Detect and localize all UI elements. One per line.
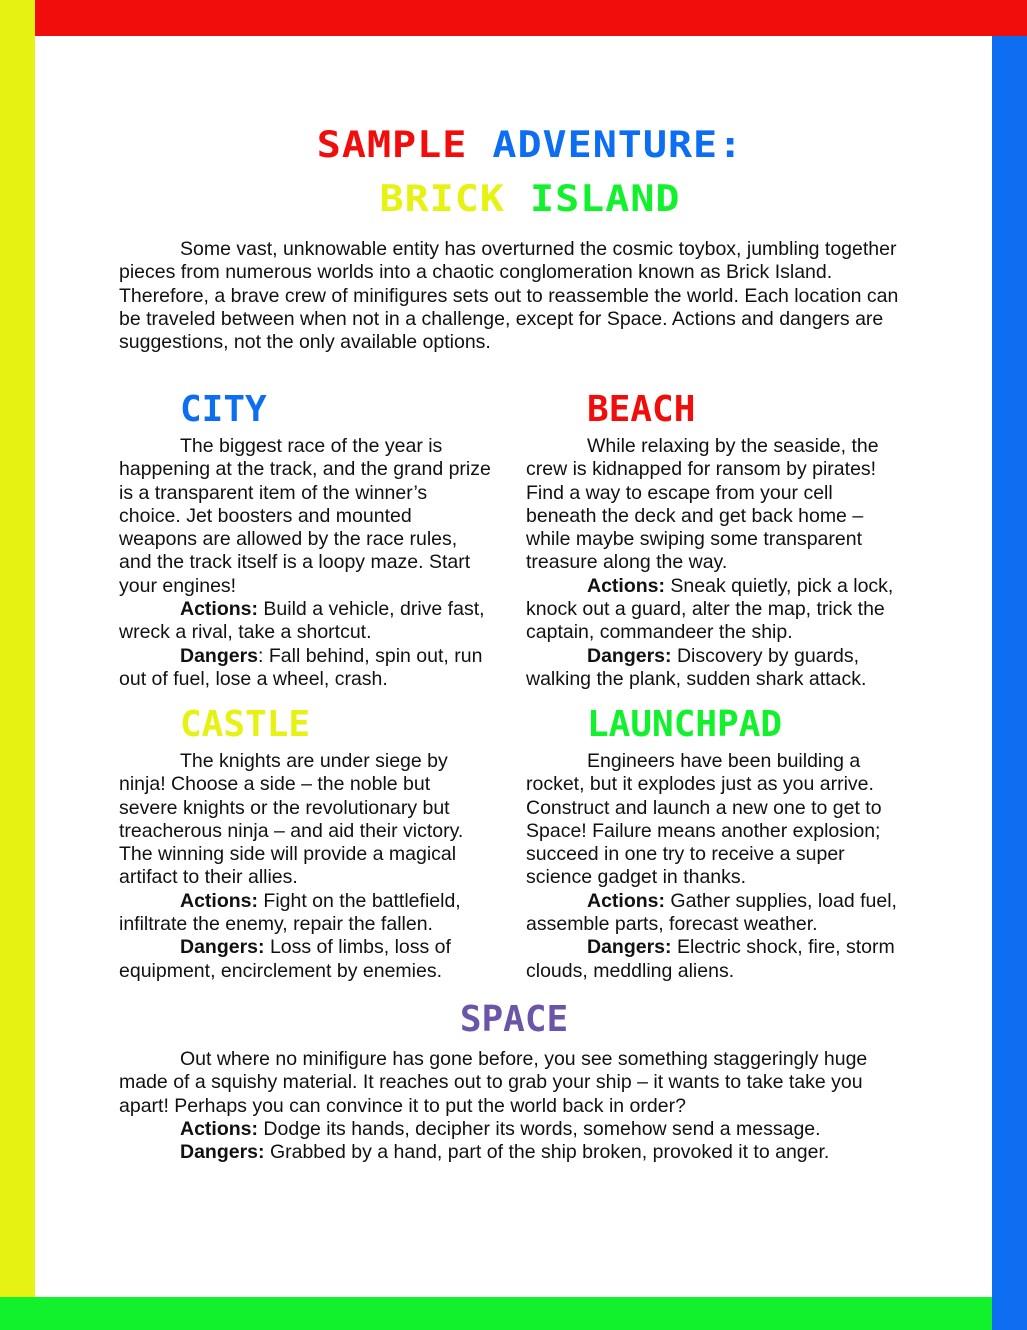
title-word-island: ISLAND: [530, 177, 681, 221]
left-border-bar: [0, 0, 35, 1297]
beach-actions-label: Actions:: [587, 574, 665, 597]
space-actions-label: Actions:: [180, 1117, 258, 1140]
space-description: Out where no minifigure has gone before, you see something staggeringly huge made of a squishy material. It reaches out to grab your ship – it wants to take take you apart! Perhaps you can convince it to put the world back in order?: [119, 1048, 868, 1117]
title-word-brick: BRICK: [379, 177, 505, 221]
section-heading-city: CITY: [180, 389, 267, 430]
title-line-2: [119, 174, 941, 224]
right-border-bar: [992, 36, 1027, 1330]
space-dangers-text: Grabbed by a hand, part of the ship broken, provoked it to anger.: [264, 1141, 830, 1164]
beach-actions: [526, 575, 900, 645]
page-title: [119, 118, 941, 226]
beach-actions-text: Sneak quietly, pick a lock, knock out a guard, alter the map, trick the captain, commandeer the ship.: [526, 574, 894, 644]
castle-dangers-text: Loss of limbs, loss of equipment, encirclement by enemies.: [119, 936, 451, 982]
intro-paragraph: Some vast, unknowable entity has overturned the cosmic toybox, jumbling together pieces from numerous worlds into a chaotic conglomeration known as Brick Island. Therefore, a brave crew of minifigures sets out to reassemble the world. Each location can be traveled between when not in a challenge, except for Space. Actions and dangers are suggestions, not the only available options.: [119, 238, 899, 354]
castle-dangers-label: Dangers:: [180, 936, 265, 959]
space-actions-text: Dodge its hands, decipher its words, somehow send a message.: [258, 1117, 821, 1140]
city-description: The biggest race of the year is happening at the track, and the grand prize is a transparent item of the winner’s choice. Jet boosters and mounted weapons are allowed by the race rules, and the track itself is a loopy maze. Start your engines!: [119, 435, 491, 597]
castle-actions-label: Actions:: [180, 889, 258, 912]
castle-dangers: [119, 936, 493, 983]
city-actions: [119, 598, 493, 645]
city-actions-label: Actions:: [180, 598, 258, 621]
launchpad-actions-text: Gather supplies, load fuel, assemble parts, forecast weather.: [526, 889, 897, 936]
space-dangers-label: Dangers:: [180, 1141, 265, 1164]
launchpad-dangers-text: Electric shock, fire, storm clouds, meddling aliens.: [526, 936, 895, 982]
city-dangers-text: : Fall behind, spin out, run out of fuel, lose a wheel, crash.: [119, 644, 483, 690]
launchpad-description: Engineers have been building a rocket, but it explodes just as you arrive. Construct and launch a new one to get to Space! Failure means another explosion; succeed in one try to receive a super science gadget in thanks.: [526, 750, 882, 889]
castle-actions-text: Fight on the battlefield, infiltrate the enemy, repair the fallen.: [119, 889, 461, 936]
section-launchpad: [526, 703, 900, 983]
city-actions-text: Build a vehicle, drive fast, wreck a rival, take a shortcut.: [119, 598, 485, 644]
section-beach: [526, 388, 900, 691]
section-heading-launchpad: LAUNCHPAD: [587, 704, 783, 745]
section-castle: [119, 703, 493, 983]
space-actions: [119, 1118, 909, 1141]
castle-description: The knights are under siege by ninja! Choose a side – the noble but severe knights or the revolutionary but treacherous ninja – and aid their victory. The winning side will provide a magical artifact to their allies.: [119, 750, 464, 889]
section-heading-beach: BEACH: [587, 389, 696, 430]
top-border-bar: [35, 0, 1027, 36]
bottom-border-bar: [0, 1297, 992, 1330]
launchpad-actions: [526, 890, 900, 937]
title-word-adventure: ADVENTURE:: [492, 123, 744, 167]
launchpad-dangers: [526, 936, 900, 983]
title-line-1: [119, 120, 941, 170]
beach-description: While relaxing by the seaside, the crew is kidnapped for ransom by pirates! Find a way to escape from your cell beneath the deck and get back home – while maybe swiping some transparent treasure along the way.: [526, 435, 879, 574]
section-heading-castle: CASTLE: [180, 704, 311, 745]
launchpad-dangers-label: Dangers:: [587, 936, 672, 959]
section-space: [119, 998, 909, 1164]
space-dangers: [119, 1141, 909, 1164]
beach-dangers-text: Discovery by guards, walking the plank, sudden shark attack.: [526, 644, 867, 690]
city-dangers-label: Dangers: [180, 644, 259, 667]
beach-dangers-label: Dangers:: [587, 644, 672, 667]
castle-actions: [119, 890, 493, 937]
section-city: [119, 388, 493, 691]
city-dangers: [119, 645, 493, 692]
beach-dangers: [526, 645, 900, 692]
title-word-sample: SAMPLE: [316, 123, 468, 167]
launchpad-actions-label: Actions:: [587, 889, 665, 912]
section-heading-space: SPACE: [459, 999, 569, 1040]
